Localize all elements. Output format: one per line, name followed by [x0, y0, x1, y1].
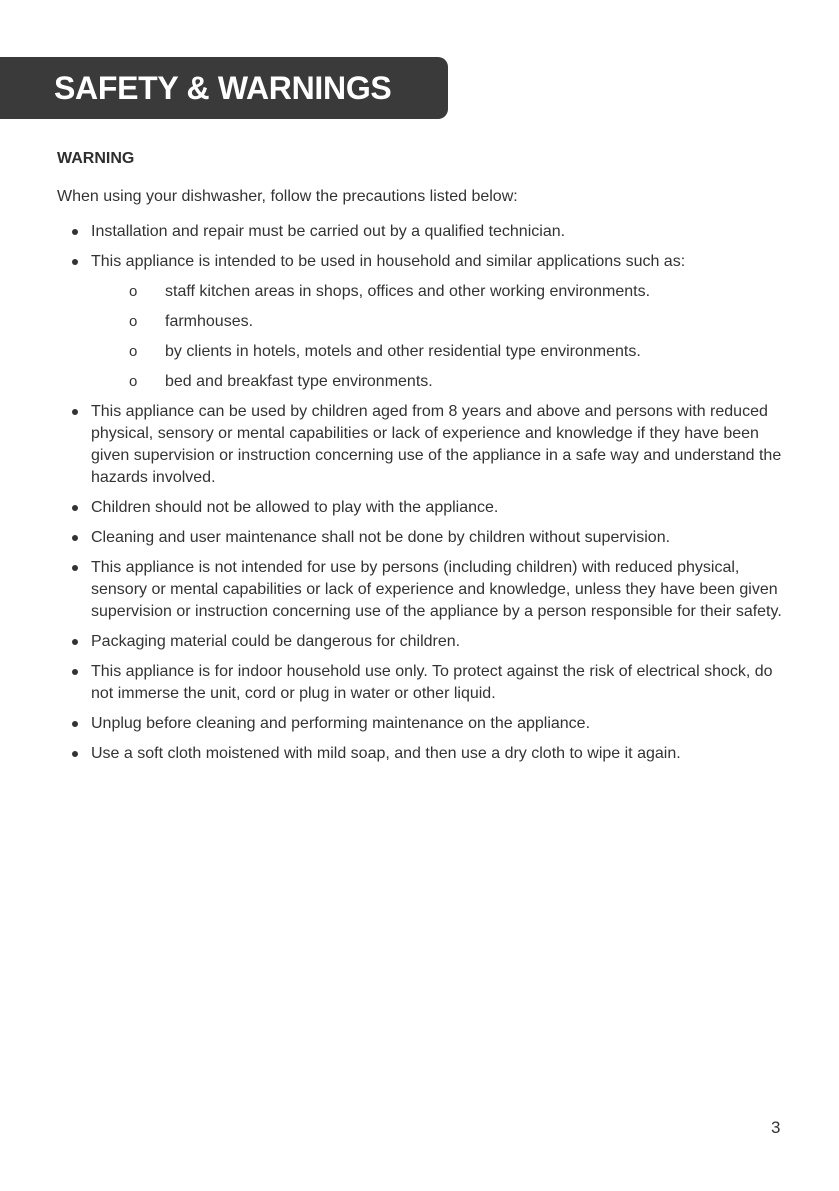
bullet-icon: [72, 565, 78, 571]
bullet-icon: [72, 669, 78, 675]
sublist-item-text: bed and breakfast type environments.: [165, 373, 433, 390]
circle-bullet-icon: o: [129, 373, 138, 390]
sublist-item-text: by clients in hotels, motels and other residential type environments.: [165, 343, 641, 360]
list-item-text: This appliance is intended to be used in household and similar applications such as:: [91, 253, 686, 270]
list-item-text: Use a soft cloth moistened with mild soap, and then use a dry cloth to wipe it again.: [91, 745, 681, 762]
circle-bullet-icon: o: [129, 313, 138, 330]
sublist-item: [91, 311, 784, 333]
list-item: [72, 713, 784, 735]
bullet-icon: [72, 721, 78, 727]
bullet-icon: [72, 259, 78, 265]
warnings-list: [72, 221, 784, 773]
page-title: SAFETY & WARNINGS: [54, 69, 392, 106]
bullet-icon: [72, 229, 78, 235]
list-item-text: Packaging material could be dangerous for children.: [91, 633, 461, 650]
list-item: [72, 221, 784, 243]
list-item: [72, 527, 784, 549]
sublist-item: [91, 371, 784, 393]
sublist-item: [91, 281, 784, 303]
circle-bullet-icon: o: [129, 343, 138, 360]
list-item: [72, 743, 784, 765]
page-number: 3: [771, 1118, 781, 1137]
title-banner: [0, 57, 448, 119]
intro-text: When using your dishwasher, follow the precautions listed below:: [57, 188, 518, 205]
bullet-icon: [72, 505, 78, 511]
bullet-icon: [72, 535, 78, 541]
list-item: [72, 251, 784, 393]
list-item: [72, 401, 784, 489]
list-item: [72, 557, 784, 623]
list-item: [72, 631, 784, 653]
list-item-text: Cleaning and user maintenance shall not be done by children without supervision.: [91, 529, 671, 546]
list-item-text: This appliance is for indoor household use only. To protect against the risk of electrical shock, do not immerse the unit, cord or plug in water or other liquid.: [91, 663, 773, 702]
sublist-item: [91, 341, 784, 363]
sublist-item-text: staff kitchen areas in shops, offices and other working environments.: [165, 283, 651, 300]
circle-bullet-icon: o: [129, 283, 138, 300]
list-item-text: Unplug before cleaning and performing maintenance on the appliance.: [91, 715, 591, 732]
applications-sublist: [91, 281, 784, 393]
bullet-icon: [72, 639, 78, 645]
bullet-icon: [72, 409, 78, 415]
sublist-item-text: farmhouses.: [165, 313, 254, 330]
list-item-text: Installation and repair must be carried out by a qualified technician.: [91, 223, 566, 240]
list-item-text: Children should not be allowed to play with the appliance.: [91, 499, 499, 516]
list-item-text: This appliance is not intended for use by persons (including children) with reduced physical, sensory or mental capabilities or lack of experience and knowledge, unless they have been given supervision or instruction concerning use of the appliance by a person responsible for their safety.: [91, 559, 782, 620]
list-item: [72, 497, 784, 519]
warning-heading: WARNING: [57, 150, 135, 167]
list-item-text: This appliance can be used by children aged from 8 years and above and persons with reduced physical, sensory or mental capabilities or lack of experience and knowledge if they have been given supervision or instruction concerning use of the appliance in a safe way and understand the hazards involved.: [91, 403, 782, 486]
list-item: [72, 661, 784, 705]
bullet-icon: [72, 751, 78, 757]
